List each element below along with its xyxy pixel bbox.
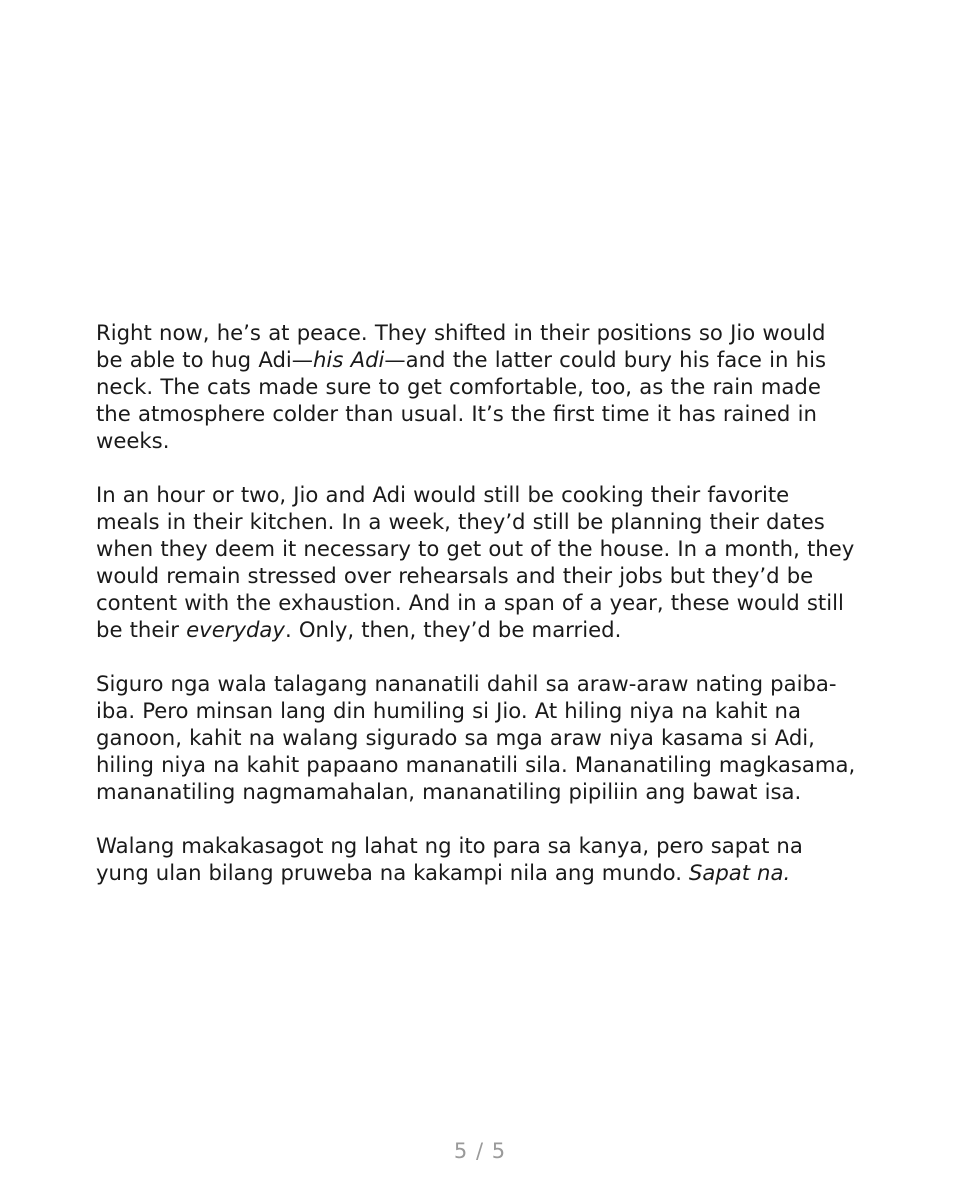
text-run: —and the latter could bury his face in his — [384, 347, 827, 372]
page-indicator: 5 / 5 — [453, 1139, 507, 1163]
text-line: In an hour or two, Jio and Adi would still be cooking their favorite — [96, 482, 790, 507]
text-run: . Only, then, they’d be married. — [284, 617, 622, 642]
text-line: Walang makakasagot ng lahat ng ito para sa kanya, pero sapat na — [96, 833, 803, 858]
text-line: the atmosphere colder than usual. It’s the first time it has rained in — [96, 401, 817, 426]
text-line: mananatiling nagmamahalan, mananatiling pipiliin ang bawat isa. — [96, 779, 802, 804]
text-line: ganoon, kahit na walang sigurado sa mga araw niya kasama si Adi, — [96, 725, 815, 750]
text-line: Right now, he’s at peace. They shifted in their positions so Jio would — [96, 320, 826, 345]
paragraph-1 — [96, 319, 886, 454]
italic-emphasis: his Adi — [313, 347, 385, 372]
paragraph-2 — [96, 481, 886, 643]
text-line — [96, 859, 886, 886]
text-line: when they deem it necessary to get out of the house. In a month, they — [96, 536, 855, 561]
paragraph-4 — [96, 832, 886, 886]
text-line — [96, 346, 886, 373]
italic-emphasis: Sapat na. — [688, 860, 791, 885]
text-line: content with the exhaustion. And in a span of a year, these would still — [96, 590, 844, 615]
text-line: hiling niya na kahit papaano mananatili sila. Mananatiling magkasama, — [96, 752, 856, 777]
paragraph-3 — [96, 670, 886, 805]
text-line: iba. Pero minsan lang din humiling si Jio. At hiling niya na kahit na — [96, 698, 801, 723]
text-line: Siguro nga wala talagang nananatili dahil sa araw-araw nating paiba- — [96, 671, 837, 696]
text-line: neck. The cats made sure to get comfortable, too, as the rain made — [96, 374, 821, 399]
text-run: be able to hug Adi— — [96, 347, 313, 372]
italic-emphasis: everyday — [186, 617, 285, 642]
text-line: weeks. — [96, 428, 170, 453]
text-run: be their — [96, 617, 187, 642]
text-line — [96, 616, 886, 643]
text-line: meals in their kitchen. In a week, they’d still be planning their dates — [96, 509, 825, 534]
text-run: yung ulan bilang pruweba na kakampi nila ang mundo. — [96, 860, 689, 885]
text-line: would remain stressed over rehearsals and their jobs but they’d be — [96, 563, 814, 588]
story-text — [96, 319, 886, 886]
